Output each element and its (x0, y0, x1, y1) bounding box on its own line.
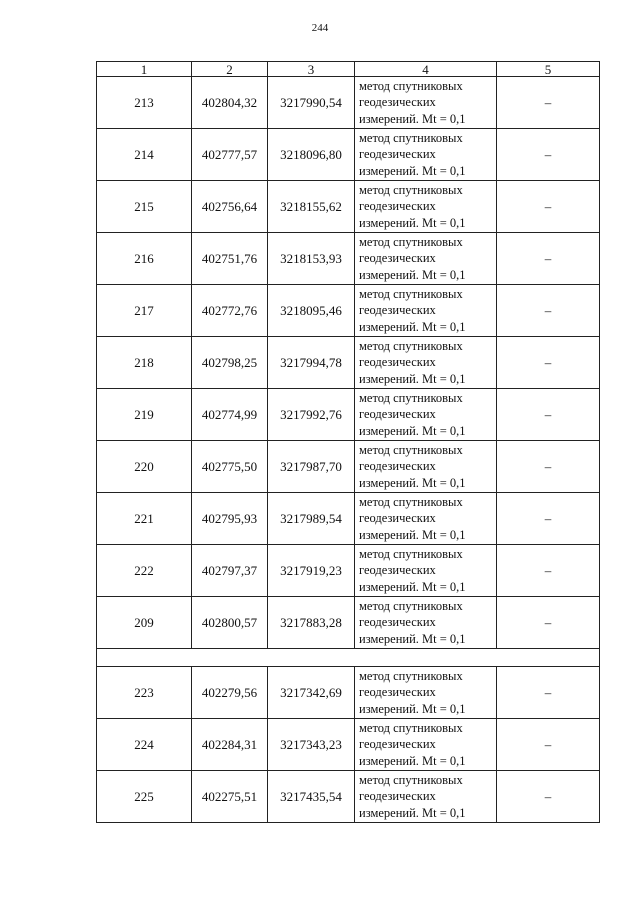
column-5-cell: – (497, 285, 600, 337)
header-col-1: 1 (97, 62, 192, 77)
point-number-cell: 218 (97, 337, 192, 389)
x-coordinate-cell: 402777,57 (192, 129, 268, 181)
table-row (97, 233, 600, 285)
method-line: измерений. Mt = 0,1 (359, 631, 466, 646)
method-line: метод спутниковых (359, 668, 463, 683)
method-line: измерений. Mt = 0,1 (359, 527, 466, 542)
method-line: метод спутниковых (359, 442, 463, 457)
method-line: геодезических (359, 563, 436, 578)
point-number-cell: 220 (97, 441, 192, 493)
point-number-cell: 225 (97, 771, 192, 823)
method-line: геодезических (359, 511, 436, 526)
method-cell (355, 441, 497, 493)
x-coordinate-cell: 402284,31 (192, 719, 268, 771)
method-line: метод спутниковых (359, 234, 463, 249)
method-cell (355, 181, 497, 233)
x-coordinate-cell: 402798,25 (192, 337, 268, 389)
method-line: геодезических (359, 459, 436, 474)
y-coordinate-cell: 3217990,54 (268, 77, 355, 129)
method-line: измерений. Mt = 0,1 (359, 805, 466, 820)
table-row (97, 181, 600, 233)
table-row (97, 667, 600, 719)
method-line: измерений. Mt = 0,1 (359, 475, 466, 490)
table-row (97, 129, 600, 181)
point-number-cell: 215 (97, 181, 192, 233)
method-cell (355, 389, 497, 441)
x-coordinate-cell: 402795,93 (192, 493, 268, 545)
group-separator-row (97, 649, 600, 667)
column-5-cell: – (497, 441, 600, 493)
table-row (97, 337, 600, 389)
y-coordinate-cell: 3217989,54 (268, 493, 355, 545)
method-line: измерений. Mt = 0,1 (359, 163, 466, 178)
method-line: измерений. Mt = 0,1 (359, 215, 466, 230)
method-line: измерений. Mt = 0,1 (359, 753, 466, 768)
column-5-cell: – (497, 771, 600, 823)
table-row (97, 389, 600, 441)
header-col-2: 2 (192, 62, 268, 77)
coordinates-table (96, 61, 600, 823)
column-5-cell: – (497, 337, 600, 389)
x-coordinate-cell: 402797,37 (192, 545, 268, 597)
method-line: измерений. Mt = 0,1 (359, 319, 466, 334)
method-cell (355, 337, 497, 389)
table-row (97, 493, 600, 545)
method-line: измерений. Mt = 0,1 (359, 111, 466, 126)
method-line: метод спутниковых (359, 494, 463, 509)
point-number-cell: 217 (97, 285, 192, 337)
y-coordinate-cell: 3218096,80 (268, 129, 355, 181)
column-5-cell: – (497, 597, 600, 649)
y-coordinate-cell: 3218155,62 (268, 181, 355, 233)
table-row (97, 719, 600, 771)
method-line: метод спутниковых (359, 772, 463, 787)
y-coordinate-cell: 3217342,69 (268, 667, 355, 719)
x-coordinate-cell: 402774,99 (192, 389, 268, 441)
header-col-3: 3 (268, 62, 355, 77)
y-coordinate-cell: 3217994,78 (268, 337, 355, 389)
y-coordinate-cell: 3217343,23 (268, 719, 355, 771)
point-number-cell: 224 (97, 719, 192, 771)
header-row (97, 62, 600, 77)
table-row (97, 771, 600, 823)
method-line: измерений. Mt = 0,1 (359, 579, 466, 594)
method-line: метод спутниковых (359, 546, 463, 561)
method-line: геодезических (359, 615, 436, 630)
column-5-cell: – (497, 129, 600, 181)
column-5-cell: – (497, 181, 600, 233)
x-coordinate-cell: 402275,51 (192, 771, 268, 823)
x-coordinate-cell: 402279,56 (192, 667, 268, 719)
method-line: метод спутниковых (359, 598, 463, 613)
method-line: метод спутниковых (359, 286, 463, 301)
y-coordinate-cell: 3217992,76 (268, 389, 355, 441)
column-5-cell: – (497, 77, 600, 129)
table-row (97, 77, 600, 129)
method-line: геодезических (359, 251, 436, 266)
point-number-cell: 216 (97, 233, 192, 285)
table-row (97, 285, 600, 337)
table-row (97, 545, 600, 597)
point-number-cell: 213 (97, 77, 192, 129)
method-cell (355, 77, 497, 129)
method-line: метод спутниковых (359, 390, 463, 405)
method-cell (355, 233, 497, 285)
method-line: метод спутниковых (359, 78, 463, 93)
column-5-cell: – (497, 389, 600, 441)
point-number-cell: 219 (97, 389, 192, 441)
table-row (97, 441, 600, 493)
y-coordinate-cell: 3217883,28 (268, 597, 355, 649)
y-coordinate-cell: 3217987,70 (268, 441, 355, 493)
method-line: геодезических (359, 355, 436, 370)
point-number-cell: 222 (97, 545, 192, 597)
point-number-cell: 221 (97, 493, 192, 545)
method-cell (355, 667, 497, 719)
method-cell (355, 545, 497, 597)
point-number-cell: 209 (97, 597, 192, 649)
method-cell (355, 771, 497, 823)
column-5-cell: – (497, 719, 600, 771)
point-number-cell: 223 (97, 667, 192, 719)
method-cell (355, 597, 497, 649)
method-line: измерений. Mt = 0,1 (359, 423, 466, 438)
y-coordinate-cell: 3217435,54 (268, 771, 355, 823)
x-coordinate-cell: 402775,50 (192, 441, 268, 493)
y-coordinate-cell: 3218153,93 (268, 233, 355, 285)
method-cell (355, 719, 497, 771)
column-5-cell: – (497, 233, 600, 285)
method-line: измерений. Mt = 0,1 (359, 267, 466, 282)
method-line: метод спутниковых (359, 720, 463, 735)
method-line: измерений. Mt = 0,1 (359, 371, 466, 386)
method-line: геодезических (359, 407, 436, 422)
column-5-cell: – (497, 493, 600, 545)
method-cell (355, 493, 497, 545)
point-number-cell: 214 (97, 129, 192, 181)
method-line: метод спутниковых (359, 182, 463, 197)
x-coordinate-cell: 402751,76 (192, 233, 268, 285)
method-cell (355, 285, 497, 337)
method-line: геодезических (359, 789, 436, 804)
header-col-5: 5 (497, 62, 600, 77)
page-number: 244 (311, 22, 329, 34)
x-coordinate-cell: 402756,64 (192, 181, 268, 233)
method-line: геодезических (359, 147, 436, 162)
header-col-4: 4 (355, 62, 497, 77)
table-row (97, 597, 600, 649)
x-coordinate-cell: 402772,76 (192, 285, 268, 337)
method-line: геодезических (359, 737, 436, 752)
column-5-cell: – (497, 667, 600, 719)
group-separator-cell (97, 649, 600, 667)
method-line: метод спутниковых (359, 338, 463, 353)
column-5-cell: – (497, 545, 600, 597)
method-cell (355, 129, 497, 181)
method-line: метод спутниковых (359, 130, 463, 145)
y-coordinate-cell: 3218095,46 (268, 285, 355, 337)
method-line: геодезических (359, 303, 436, 318)
method-line: геодезических (359, 95, 436, 110)
x-coordinate-cell: 402800,57 (192, 597, 268, 649)
x-coordinate-cell: 402804,32 (192, 77, 268, 129)
method-line: измерений. Mt = 0,1 (359, 701, 466, 716)
method-line: геодезических (359, 685, 436, 700)
y-coordinate-cell: 3217919,23 (268, 545, 355, 597)
method-line: геодезических (359, 199, 436, 214)
